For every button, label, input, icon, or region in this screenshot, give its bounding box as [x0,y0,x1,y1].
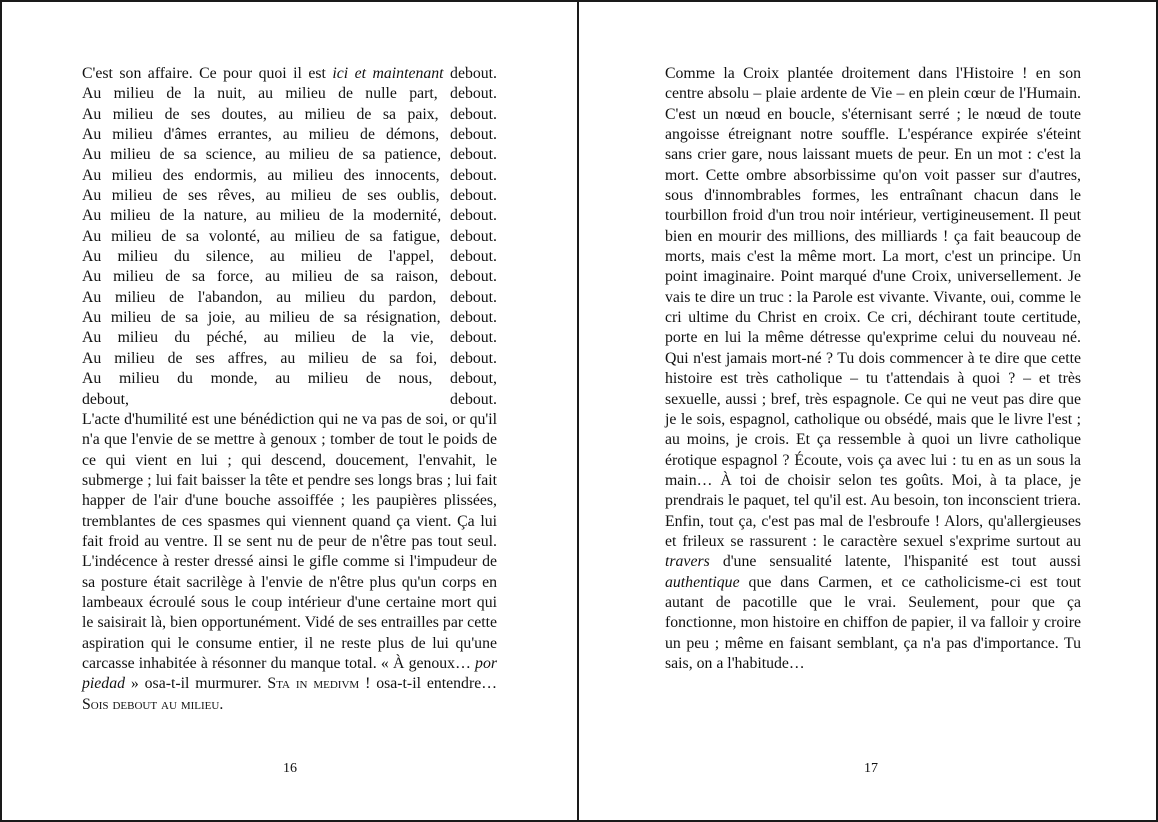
text-line: Au milieu des endormis, au milieu des innocents, debout. [82,166,497,184]
debout-right: debout. [450,390,497,408]
text-line: Au milieu de sa force, au milieu de sa raison, debout. [82,268,497,286]
text-line: Au milieu de la nature, au milieu de la modernité, debout. [82,207,497,225]
text-line: Au milieu de ses affres, au milieu de sa foi, debout. [82,349,497,367]
debout-left: debout, [82,390,129,408]
text-line: Au milieu de ses doutes, au milieu de sa paix, debout. [82,105,497,123]
right-page [579,2,1156,820]
text-line: Au milieu de sa volonté, au milieu de sa fatigue, debout. [82,227,497,245]
text-line: Au milieu de sa joie, au milieu de sa résignation, debout. [82,309,497,327]
left-page [2,2,579,820]
text-line [82,390,497,410]
paragraph: L'acte d'humilité est une bénédiction qui ne va pas de soi, or qu'il n'a que l'envie de se mettre à genoux ; tomber de tout le poids de ce qui vient en lui ; qui descend, doucement, l'envahit, le submerge ; lui fait baisser la tête et pendre ses longs bras ; lui fait happer de l'air d'une bouche assoiffée ; les paupières plissées, tremblantes de ces spasmes qui viennent quand ça vient. Ça lui fait froid au ventre. Il se sent nu de peur de n'être pas tout seul. L'indécence à rester dressé ainsi le gifle comme si l'impudeur de sa posture était sacrilège à l'envie de n'être plus qu'un corps en lambeaux écroulé sous le coup intérieur d'une certaine mort qui le saisirait là, bien opportunément. Vidé de ses entrailles par cette aspiration qui le consume entier, il ne reste plus de lui qu'une carcasse inhabitée à résonner du manque total. « À genoux… por piedad » osa-t-il murmurer. Sta in medivm ! osa-t-il entendre… Sois debout au milieu. [82,410,498,713]
text-line: C'est son affaire. Ce pour quoi il est ici et maintenant debout. [82,65,497,82]
text-line: Au milieu du monde, au milieu de nous, debout, [82,370,497,388]
text-line: Au milieu d'âmes errantes, au milieu de démons, debout. [82,126,497,144]
text-line: Au milieu de sa science, au milieu de sa patience, debout. [82,146,497,164]
text-line: Au milieu de l'abandon, au milieu du pardon, debout. [82,288,497,306]
text-line: Au milieu du silence, au milieu de l'appel, debout. [82,248,497,266]
text-line: Au milieu du péché, au milieu de la vie, debout. [82,329,497,347]
paragraph: Comme la Croix plantée droitement dans l'Histoire ! en son centre absolu – plaie ardente de Vie – en plein cœur de l'Humain. C'est un nœud en boucle, s'éternisant serré ; le nœud de toute angoisse étreignant notre souffle. L'espérance expirée s'éteint sans crier gare, nous laissant muets de peur. En un mot : c'est la mort. Cette ombre absorbissime qu'on voit passer sur d'autres, sous d'innombrables formes, les entraînant chacun dans le tourbillon froid d'un trou noir intérieur, vertigineusement. Il peut bien en mourir des millions, des milliards ! ça fait beaucoup de morts, mais c'est la même mort. La mort, c'est un principe. Un point imaginaire. Point marqué d'une Croix, universellement. Je vais te dire un truc : la Parole est vivante. Vivante, oui, comme le cri ultime du Christ en croix. Ce cri, déchirant toute certitude, porte en lui la même détresse qu'exprime celui du nouveau né. Qui n'est jamais mort-né ? Tu dois commencer à te dire que cette histoire est très catholique – tu t'attendais à quoi ? – et très sexuelle, aussi ; bref, très espagnole. Ce qui ne veut pas dire que je le sois, espagnol, catholique ou obsédé, mais que le livre l'est ; au moins, je crois. Et ça ressemble à quoi un livre catholique érotique espagnol ? Écoute, vois ça avec lui : tu en as un sous la main… À toi de choisir selon tes goûts. Moi, à ta place, je prendrais le paquet, tel qu'il est. Au besoin, ton inconscient triera. Enfin, tout ça, c'est pas mal de l'esbroufe ! Alors, qu'allergieuses et frileux se rassurent : le caractère sexuel s'exprime surtout au travers d'une sensualité latente, l'hispanité est tout aussi authentique que dans Carmen, et ce catholicisme-ci est tout autant de pacotille que le vrai. Seulement, pour que ça fonctionne, mon histoire en chiffon de papier, il va falloir y croire un peu ; même en faisant semblant, ça n'a pas d'importance. Tu sais, on a l'habitude… [665,65,1081,672]
left-page-text [82,64,497,715]
text-line: Au milieu de ses rêves, au milieu de ses oublis, debout. [82,187,497,205]
page-number: 16 [283,761,297,776]
right-page-text [665,64,1081,674]
text-line: Au milieu de la nuit, au milieu de nulle part, debout. [82,85,497,103]
page-number: 17 [864,761,878,776]
